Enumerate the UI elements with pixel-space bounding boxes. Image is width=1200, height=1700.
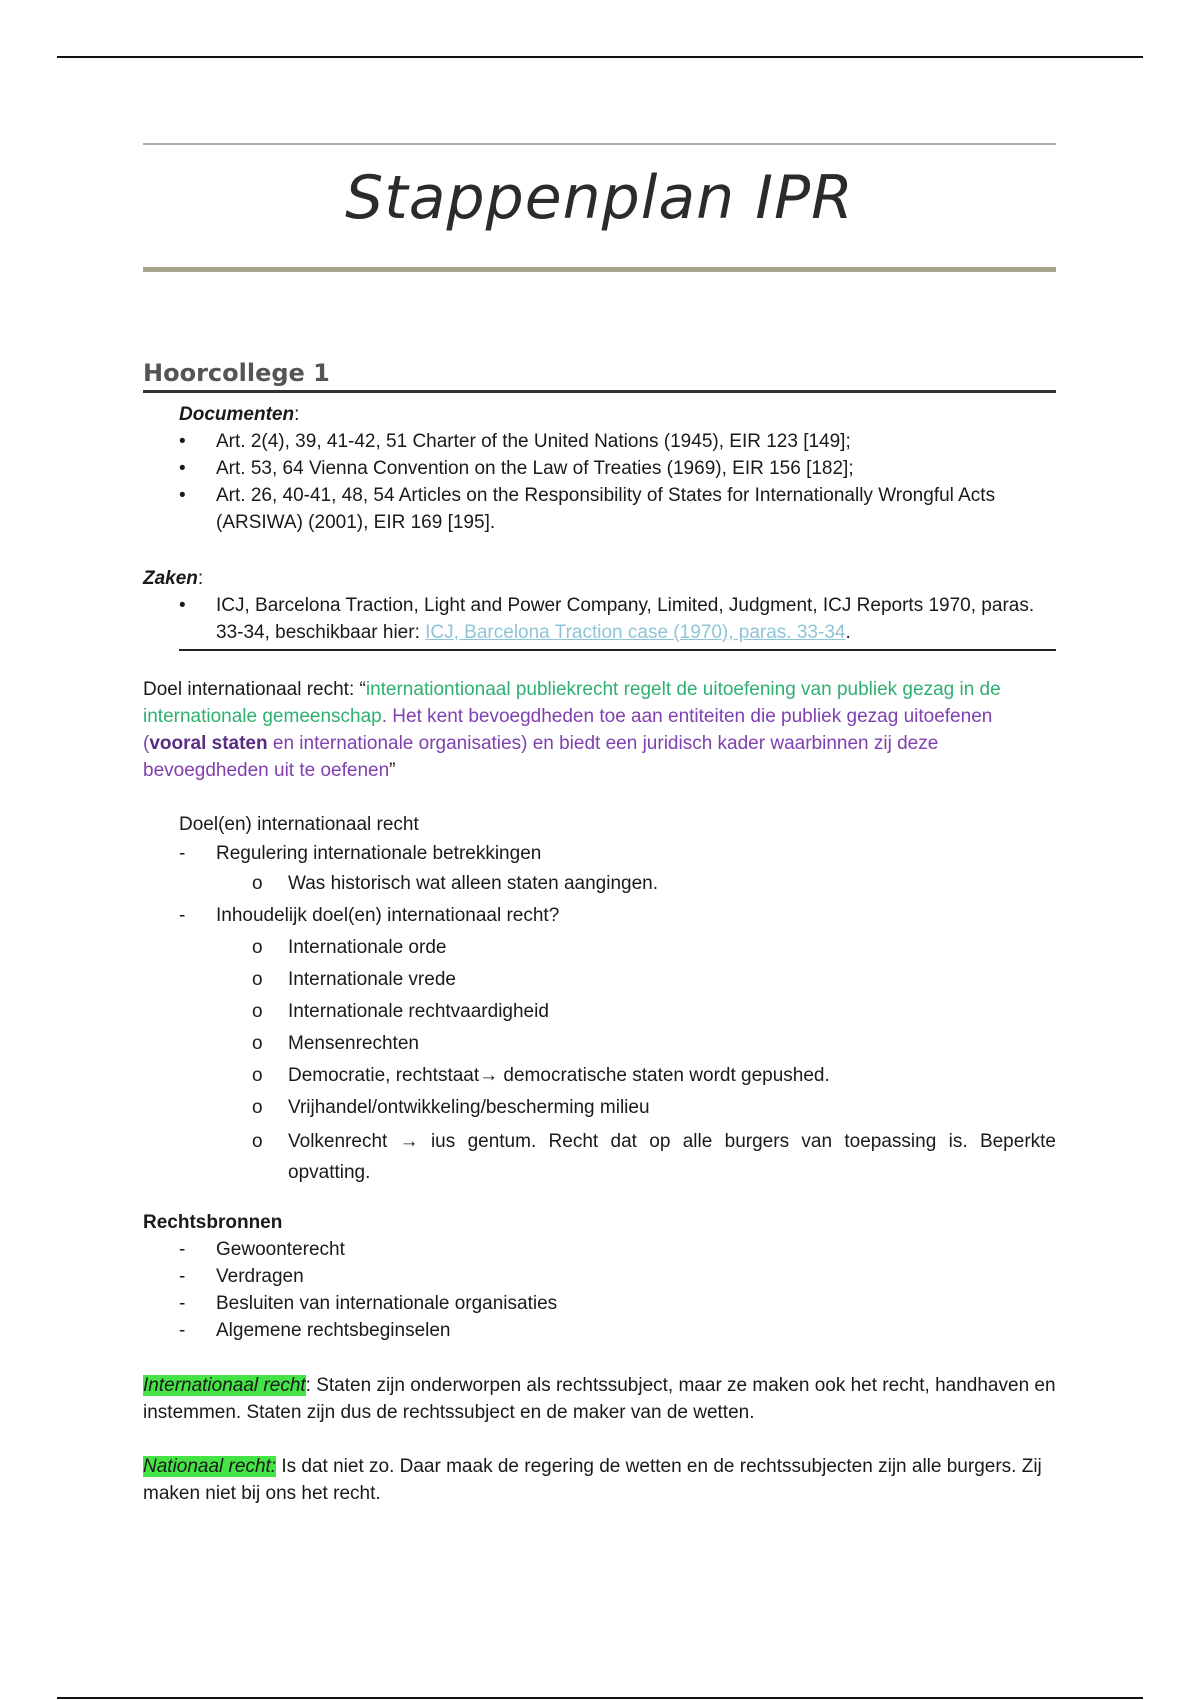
goals-sublist-1	[143, 870, 1056, 897]
goals-sublist-2	[143, 934, 1056, 1188]
section-heading: Hoorcollege 1	[143, 358, 1056, 393]
list-item: o Internationale orde	[252, 937, 447, 958]
list-item: • ICJ, Barcelona Traction, Light and Power Company, Limited, Judgment, ICJ Reports 1970, paras. 33-34, beschikbaar hier: ICJ, Barcelona Traction case (1970), paras. 33-34.	[179, 595, 1035, 643]
list-item: - Algemene rechtsbeginselen	[179, 1320, 451, 1341]
page-bottom-rule	[57, 1697, 1143, 1699]
list-item: o Internationale rechtvaardigheid	[252, 1001, 549, 1022]
documents-block	[143, 401, 1056, 536]
list-item: o Democratie, rechtstaat→ democratische staten wordt gepushed.	[252, 1065, 830, 1086]
list-item: - Besluiten van internationale organisaties	[179, 1293, 558, 1314]
list-item: o Internationale vrede	[252, 969, 456, 990]
goals-list	[143, 840, 1056, 867]
page-top-rule	[57, 56, 1143, 58]
title-rule-bottom	[143, 267, 1056, 272]
list-item: • Art. 2(4), 39, 41-42, 51 Charter of the United Nations (1945), EIR 123 [149];	[179, 431, 851, 452]
cases-divider	[179, 649, 1056, 651]
highlighted-term: Internationaal recht	[143, 1375, 306, 1396]
documents-list	[143, 428, 1056, 536]
cases-list	[143, 592, 1056, 646]
title-rule-top	[143, 143, 1056, 145]
list-item: - Regulering internationale betrekkingen	[179, 843, 542, 864]
cases-label: Zaken:	[143, 568, 204, 589]
barcelona-traction-link[interactable]: ICJ, Barcelona Traction case (1970), paras. 33-34	[425, 622, 846, 643]
goals-block	[143, 811, 1056, 1188]
list-item: o Volkenrecht → ius gentum. Recht dat op alle burgers van toepassing is. Beperkte opvatting.	[252, 1131, 1056, 1183]
list-item: o Mensenrechten	[252, 1033, 419, 1054]
list-item: • Art. 26, 40-41, 48, 54 Articles on the Responsibility of States for Internationally Wrongful Acts (ARSIWA) (2001), EIR 169 [195].	[179, 485, 996, 533]
documents-label: Documenten:	[179, 404, 300, 425]
list-item: o Vrijhandel/ontwikkeling/bescherming milieu	[252, 1097, 650, 1118]
document-title: Stappenplan IPR	[345, 163, 854, 233]
list-item: • Art. 53, 64 Vienna Convention on the Law of Treaties (1969), EIR 156 [182];	[179, 458, 854, 479]
cases-block	[143, 565, 1056, 646]
definition-paragraph: Doel internationaal recht: “internationtionaal publiekrecht regelt de uitoefening van publiek gezag in de internationale gemeenschap. Het kent bevoegdheden toe aan entiteiten die publiek gezag uitoefenen (vooral staten en internationale organisaties) en biedt een juridisch kader waarbinnen zij deze bevoegdheden uit te oefenen”	[143, 679, 1001, 781]
international-law-paragraph: Internationaal recht: Staten zijn onderworpen als rechtssubject, maar ze maken ook het recht, handhaven en instemmen. Staten zijn dus de rechtssubject en de maker van de wetten.	[143, 1375, 1056, 1423]
list-item: - Inhoudelijk doel(en) internationaal recht?	[179, 905, 560, 926]
sources-heading: Rechtsbronnen	[143, 1212, 283, 1233]
goals-list-2	[143, 902, 1056, 929]
list-item: o Was historisch wat alleen staten aangingen.	[252, 873, 659, 894]
goals-heading: Doel(en) internationaal recht	[179, 814, 419, 835]
sources-block	[143, 1209, 1056, 1344]
national-law-paragraph: Nationaal recht: Is dat niet zo. Daar maak de regering de wetten en de rechtssubjecten zijn alle burgers. Zij maken niet bij ons het recht.	[143, 1456, 1042, 1504]
list-item: - Gewoonterecht	[179, 1239, 345, 1260]
sources-list	[143, 1236, 1056, 1344]
highlighted-term: Nationaal recht:	[143, 1456, 277, 1477]
list-item: - Verdragen	[179, 1266, 304, 1287]
